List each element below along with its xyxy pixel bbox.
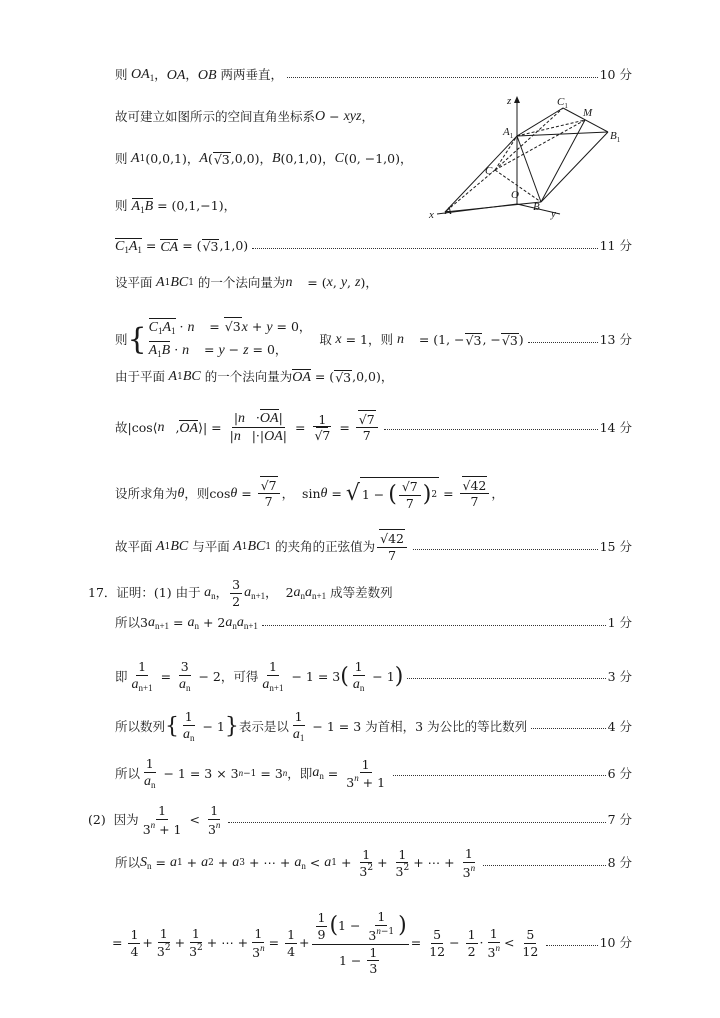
line-4: 则 $A_1B$ = (0,1,−1)， — [115, 198, 237, 215]
line-13: 所以 3 $a_{n+1}$ = $a_n$ + 2 $a_na_{n+1}$ 1 分 — [115, 615, 632, 631]
line-14: 即 $\frac{1}{a_{n+1}}$ = $\frac{3}{a_n}$ − 2 ，可得 $\frac{1}{a_{n+1}}$ − 1 = 3 ( $\frac{1}{a_n}$ − 1 ) 3 分 — [115, 659, 632, 693]
label-C: C — [485, 165, 493, 177]
line-16: 所以 $\frac{1}{a_n}$ − 1 = 3 × 3 n−1 = 3 n ，即 $a_n$ = $\frac{1}{3^n + 1}$ 6 分 — [115, 756, 632, 791]
line-10: 设所求角为 θ ，则 cos θ = $\frac{√7}{7}$ ， sin θ = √ 1 − ( $\frac{√7}{7}$ ) 2 = $\frac{√42}{7}$ ， — [115, 477, 504, 511]
label-C1: $C_1$ — [557, 96, 568, 110]
line-19: = $\frac{1}{4}$ + $\frac{1}{3^2}$ + $\frac{1}{3^2}$ + ⋯ + $\frac{1}{3^n}$ = $\frac{1}{4}$ + $\frac{1}{9}$ ( 1 − $\frac{1}{3^{n-1}}$ ) 1 − $\frac{1}{3}$ = $\frac{5}{12}$ − $\frac{1}{2}$ · $\frac{1}{3^n}$ < $\frac{5}{12}$ 10 分 — [112, 909, 632, 977]
label-z: z — [507, 95, 512, 107]
score: 10 分 — [599, 67, 632, 83]
line-12: 17． 证明：(1) 由于 $a_n$ ， $\frac{3}{2}$ $a_{n+1}$ ， 2 $a_na_{n+1}$ 成等差数列 — [88, 577, 393, 609]
line-18: 所以 $S_n$ = a 1 + a 2 + a 3 + ⋯ + $a_n$ < a 1 + $\frac{1}{3^2}$ + $\frac{1}{3^2}$ + ⋯ + $\frac{1}{3^n}$ 8 分 — [115, 846, 632, 880]
label-B: B — [533, 201, 540, 213]
line-1: 则 $OA_1$ ， OA ， OB 两两垂直， 10 分 — [115, 67, 632, 83]
line-7: 则 { $C_1A_1$ · n⃗ = √3x + y = 0， $A_1B$ · n⃗ = y − z = 0， 取 x = 1 ，则 n⃗ = (1, − √3 , − √3 ) 13 分 — [115, 319, 632, 359]
line-17: (2) 因为 $\frac{1}{3^n + 1}$ < $\frac{1}{3^n}$ 7 分 — [88, 803, 632, 837]
line-11: 故平面 A 1 BC 与平面 A 1 BC 1 的夹角的正弦值为 $\frac{√42}{7}$ 15 分 — [115, 531, 632, 563]
label-B1: $B_1$ — [610, 130, 621, 144]
label-x: x — [429, 209, 434, 221]
label-O: O — [511, 189, 519, 201]
label-A1: $A_1$ — [503, 126, 514, 140]
line-9: 故 |cos⟨ n⃗ , OA ⟩| = $\frac{|n⃗\cdot OA|}{|n⃗|\cdot|OA|}$ = $\frac{1}{√7}$ = $\frac{√7}{7}$ 14 分 — [115, 410, 632, 445]
line-15: 所以数列 { $\frac{1}{a_n}$ − 1 } 表示是以 $\frac{1}{a_1}$ − 1 = 3 为首相，3 为公比的等比数列 4 分 — [115, 709, 632, 743]
line-5: $C_1A_1$ = CA = ( √3 ,1,0) 11 分 — [115, 238, 632, 255]
label-A: A — [445, 205, 452, 217]
line-2: 故可建立如图所示的空间直角坐标系 O − xyz ， — [115, 108, 374, 124]
line-6: 设平面 A 1 BC 1 的一个法向量为 n⃗ = ( x , y , z )， — [115, 274, 378, 290]
line-8: 由于平面 A 1 BC 的一个法向量为 OA = ( √3 ,0,0)， — [115, 368, 394, 385]
label-M: M — [583, 107, 593, 119]
line-3: 则 A 1 (0,0,1)， A ( √3 ,0,0)， B (0,1,0)， C (0, −1,0)， — [115, 151, 413, 167]
label-y: y — [551, 208, 556, 220]
